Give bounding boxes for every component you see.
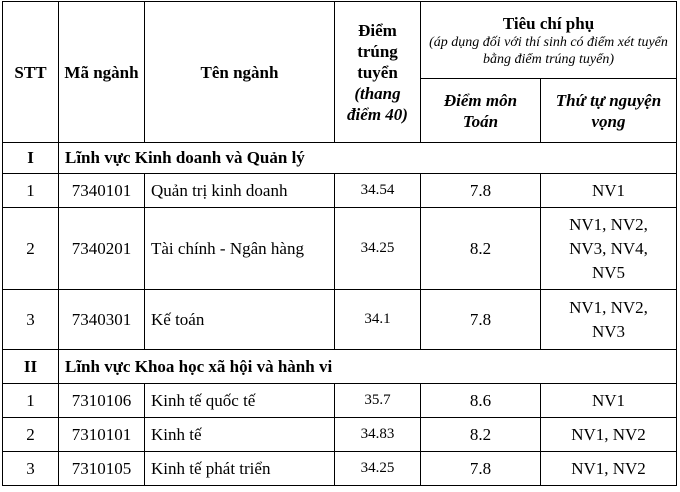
header-diem-mon-toan: Điểm môn Toán <box>421 79 541 143</box>
cell-diem: 34.1 <box>335 290 421 350</box>
header-thu-tu-nguyen-vong: Thứ tự nguyện vọng <box>541 79 677 143</box>
table-row <box>3 208 677 290</box>
cell-stt: 3 <box>3 452 59 486</box>
header-ma-nganh: Mã ngành <box>59 2 145 143</box>
nv-line: NV1 <box>591 180 626 200</box>
nv-line: NV1, NV2 <box>571 458 646 478</box>
nv-line: NV3, NV4, <box>569 238 648 258</box>
header-tieu-chi-label: Tiêu chí phụ <box>502 13 595 33</box>
cell-ma-nganh: 7340201 <box>59 208 145 290</box>
cell-ma-nganh: 7310101 <box>59 418 145 452</box>
cell-ten-nganh: Kế toán <box>145 290 335 350</box>
cell-nguyen-vong <box>541 174 677 208</box>
cell-ma-nganh: 7310106 <box>59 384 145 418</box>
table-row <box>3 384 677 418</box>
cell-diem-toan: 8.2 <box>421 418 541 452</box>
nv-line: NV5 <box>591 262 626 282</box>
cell-diem: 34.25 <box>335 208 421 290</box>
nv-line: NV1 <box>591 390 626 410</box>
cell-nguyen-vong <box>541 384 677 418</box>
cell-diem-toan: 7.8 <box>421 290 541 350</box>
cell-diem-toan: 7.8 <box>421 452 541 486</box>
nv-line: NV1, NV2, <box>569 214 648 234</box>
header-thang-diem: (thang điểm 40) <box>347 83 408 124</box>
table-row <box>3 174 677 208</box>
cell-stt: 2 <box>3 208 59 290</box>
section-title: Lĩnh vực Kinh doanh và Quản lý <box>59 143 677 174</box>
cell-diem-toan: 8.6 <box>421 384 541 418</box>
cell-stt: 1 <box>3 384 59 418</box>
header-ten-nganh: Tên ngành <box>145 2 335 143</box>
nv-line: NV1, NV2, <box>569 297 648 317</box>
table-row <box>3 452 677 486</box>
cell-ma-nganh: 7310105 <box>59 452 145 486</box>
header-tieu-chi-note: (áp dụng đối với thí sinh có điểm xét tuyển bằng điểm trúng tuyển) <box>429 34 668 67</box>
cell-ten-nganh: Kinh tế phát triển <box>145 452 335 486</box>
table-row <box>3 418 677 452</box>
nv-line: NV1, NV2 <box>571 424 646 444</box>
section-roman: II <box>3 350 59 384</box>
cell-ten-nganh: Kinh tế <box>145 418 335 452</box>
cell-diem-toan: 7.8 <box>421 174 541 208</box>
cell-diem: 34.54 <box>335 174 421 208</box>
cell-nguyen-vong <box>541 290 677 350</box>
cell-stt: 2 <box>3 418 59 452</box>
nv-line: NV3 <box>591 321 626 341</box>
header-diem-trung-tuyen <box>335 2 421 143</box>
cell-ten-nganh: Kinh tế quốc tế <box>145 384 335 418</box>
section-title: Lĩnh vực Khoa học xã hội và hành vi <box>59 350 677 384</box>
table-row <box>3 290 677 350</box>
cell-nguyen-vong <box>541 208 677 290</box>
header-diem-label: Điểm trúng tuyển <box>357 20 398 82</box>
cell-ten-nganh: Tài chính - Ngân hàng <box>145 208 335 290</box>
cell-ma-nganh: 7340301 <box>59 290 145 350</box>
cell-diem-toan: 8.2 <box>421 208 541 290</box>
header-tieu-chi-phu <box>421 2 677 79</box>
cell-stt: 1 <box>3 174 59 208</box>
cell-nguyen-vong <box>541 418 677 452</box>
admission-score-table <box>2 1 677 486</box>
cell-ma-nganh: 7340101 <box>59 174 145 208</box>
section-roman: I <box>3 143 59 174</box>
header-stt: STT <box>3 2 59 143</box>
section-row <box>3 350 677 384</box>
cell-diem: 35.7 <box>335 384 421 418</box>
cell-stt: 3 <box>3 290 59 350</box>
section-row <box>3 143 677 174</box>
cell-ten-nganh: Quản trị kinh doanh <box>145 174 335 208</box>
cell-diem: 34.25 <box>335 452 421 486</box>
cell-diem: 34.83 <box>335 418 421 452</box>
cell-nguyen-vong <box>541 452 677 486</box>
